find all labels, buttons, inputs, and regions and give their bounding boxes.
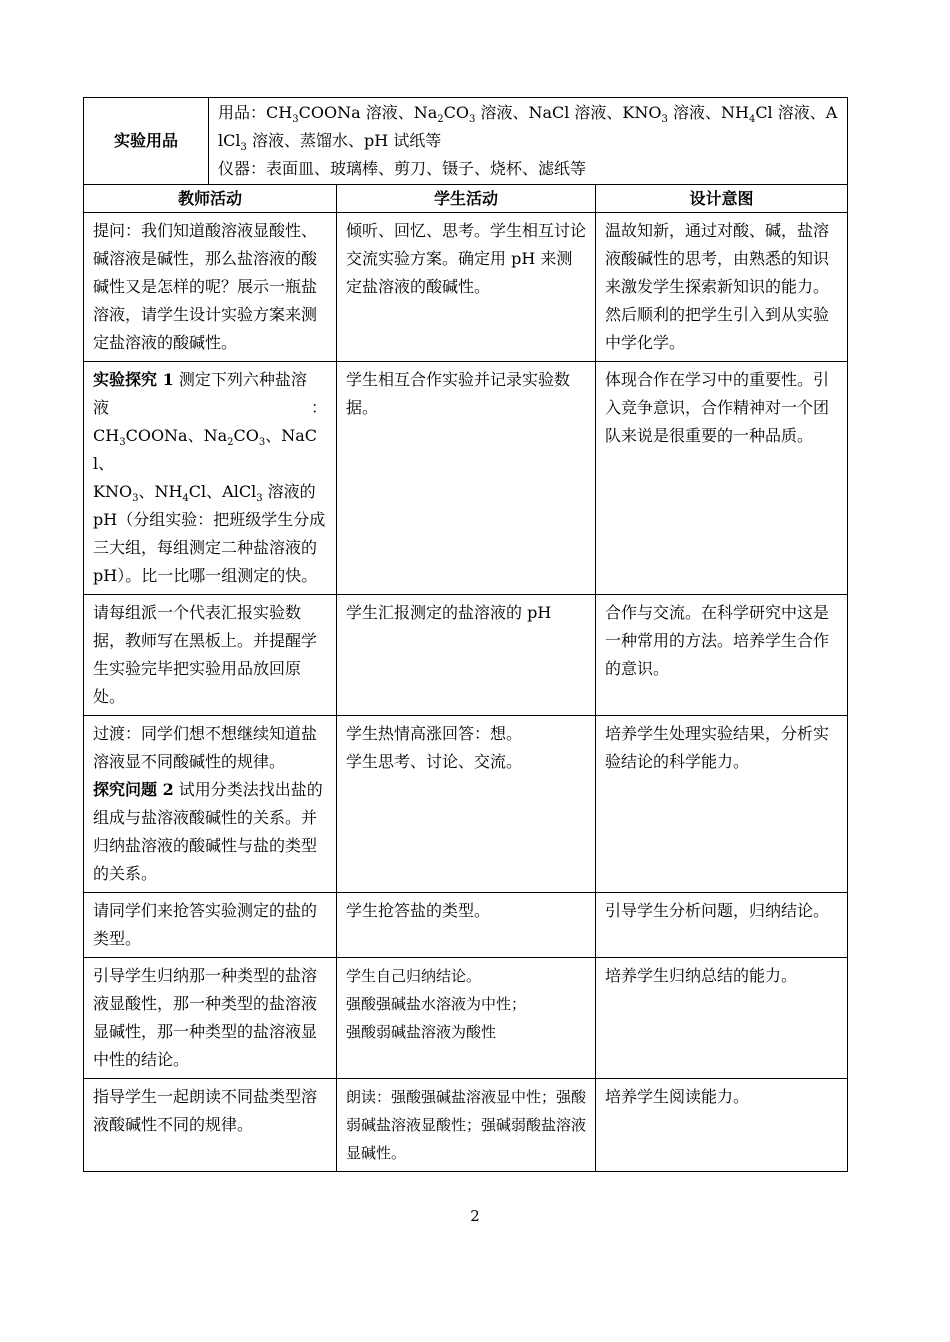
- teacher-text-c: ：: [310, 398, 327, 417]
- teacher-cell: [84, 716, 337, 893]
- teacher-cell: [84, 362, 337, 595]
- header-teacher: 教师活动: [84, 185, 337, 213]
- header-row: [84, 185, 848, 213]
- table-row: [84, 213, 848, 362]
- materials-items: 用品：$CH_3COONa$ 溶液、$Na_2CO_3$ 溶液、NaCl 溶液、$KNO_3$ 溶液、$NH_4Cl$ 溶液、AlCl$_3$ 溶液、蒸馏水、pH 试纸等: [218, 103, 838, 154]
- design-cell: 培养学生归纳总结的能力。: [596, 958, 848, 1079]
- student-cell: 学生相互合作实验并记录实验数据。: [337, 362, 596, 595]
- lesson-plan-table: [83, 97, 848, 1172]
- materials-items-prefix: 用品：: [218, 103, 267, 122]
- student-cell: [337, 958, 596, 1079]
- teacher-cell: 指导学生一起朗读不同盐类型溶液酸碱性不同的规律。: [84, 1079, 337, 1172]
- teacher-cell: 引导学生归纳那一种类型的盐溶液显酸性，那一种类型的盐溶液显碱性，那一种类型的盐溶液显中性的结论。: [84, 958, 337, 1079]
- teacher-text-b-wrap: [93, 776, 327, 888]
- teacher-cell: 提问：我们知道酸溶液显酸性、碱溶液是碱性，那么盐溶液的酸碱性又是怎样的呢？展示一瓶盐溶液，请学生设计实验方案来测定盐溶液的酸碱性。: [84, 213, 337, 362]
- table-row: [84, 362, 848, 595]
- teacher-cell: 请同学们来抢答实验测定的盐的类型。: [84, 893, 337, 958]
- design-cell: 培养学生阅读能力。: [596, 1079, 848, 1172]
- table-row: [84, 893, 848, 958]
- lesson-plan-table-wrap: [83, 97, 847, 1172]
- materials-content: [209, 98, 848, 185]
- teacher-cell: 请每组派一个代表汇报实验数据，教师写在黑板上。并提醒学生实验完毕把实验用品放回原处。: [84, 595, 337, 716]
- student-line: 强酸弱碱盐溶液为酸性: [346, 1023, 497, 1041]
- teacher-text-e: 溶液的 pH（分组实验：把班级学生分成三大组，每组测定二种盐溶液的 pH）。比一比哪一组测定的快。: [93, 482, 326, 585]
- student-cell: 朗读：强酸强碱盐溶液显中性；强酸弱碱盐溶液显酸性；强碱弱酸盐溶液显碱性。: [337, 1079, 596, 1172]
- student-cell: 学生抢答盐的类型。: [337, 893, 596, 958]
- teacher-text-a: 过渡：同学们想不想继续知道盐溶液显不同酸碱性的规律。: [93, 724, 318, 771]
- salt-formulas-1: $CH_3COONa$、$Na_2CO_3$、NaCl、: [93, 426, 318, 473]
- teacher-text-b: 液: [93, 398, 208, 417]
- header-design: 设计意图: [596, 185, 848, 213]
- student-line: 学生思考、讨论、交流。: [346, 752, 523, 771]
- materials-label: 实验用品: [84, 98, 209, 185]
- table-row: [84, 595, 848, 716]
- teacher-text-a: 测定下列六种盐溶: [178, 370, 307, 389]
- table-row: [84, 958, 848, 1079]
- student-cell: 学生汇报测定的盐溶液的 pH: [337, 595, 596, 716]
- table-row: [84, 1079, 848, 1172]
- materials-instruments: 仪器：表面皿、玻璃棒、剪刀、镊子、烧杯、滤纸等: [218, 159, 587, 178]
- activity-title: 实验探究 1: [93, 370, 174, 389]
- salt-formulas-2: $KNO_3$、$NH_4Cl$、AlCl$_3$: [93, 482, 263, 505]
- header-student: 学生活动: [337, 185, 596, 213]
- table-row: [84, 716, 848, 893]
- student-line: 学生自己归纳结论。: [346, 967, 482, 985]
- page-number: 2: [470, 1207, 480, 1225]
- design-cell: 温故知新，通过对酸、碱，盐溶液酸碱性的思考，由熟悉的知识来激发学生探索新知识的能力。然后顺利的把学生引入到从实验中学化学。: [596, 213, 848, 362]
- student-cell: [337, 716, 596, 893]
- student-line: 学生热情高涨回答：想。: [346, 724, 523, 743]
- student-line: 强酸强碱盐水溶液为中性；: [346, 995, 527, 1013]
- teacher-text-justified: [93, 394, 327, 422]
- activity-title: 探究问题 2: [93, 780, 174, 799]
- design-cell: 培养学生处理实验结果，分析实验结论的科学能力。: [596, 716, 848, 893]
- student-cell: 倾听、回忆、思考。学生相互讨论交流实验方案。确定用 pH 来测定盐溶液的酸碱性。: [337, 213, 596, 362]
- design-cell: 合作与交流。在科学研究中这是一种常用的方法。培养学生合作的意识。: [596, 595, 848, 716]
- teacher-text-b: 试用分类法找出盐的组成与盐溶液酸碱性的关系。并归纳盐溶液的酸碱性与盐的类型的关系。: [93, 780, 323, 883]
- design-cell: 引导学生分析问题，归纳结论。: [596, 893, 848, 958]
- materials-row: [84, 98, 848, 185]
- design-cell: 体现合作在学习中的重要性。引入竞争意识，合作精神对一个团队来说是很重要的一种品质。: [596, 362, 848, 595]
